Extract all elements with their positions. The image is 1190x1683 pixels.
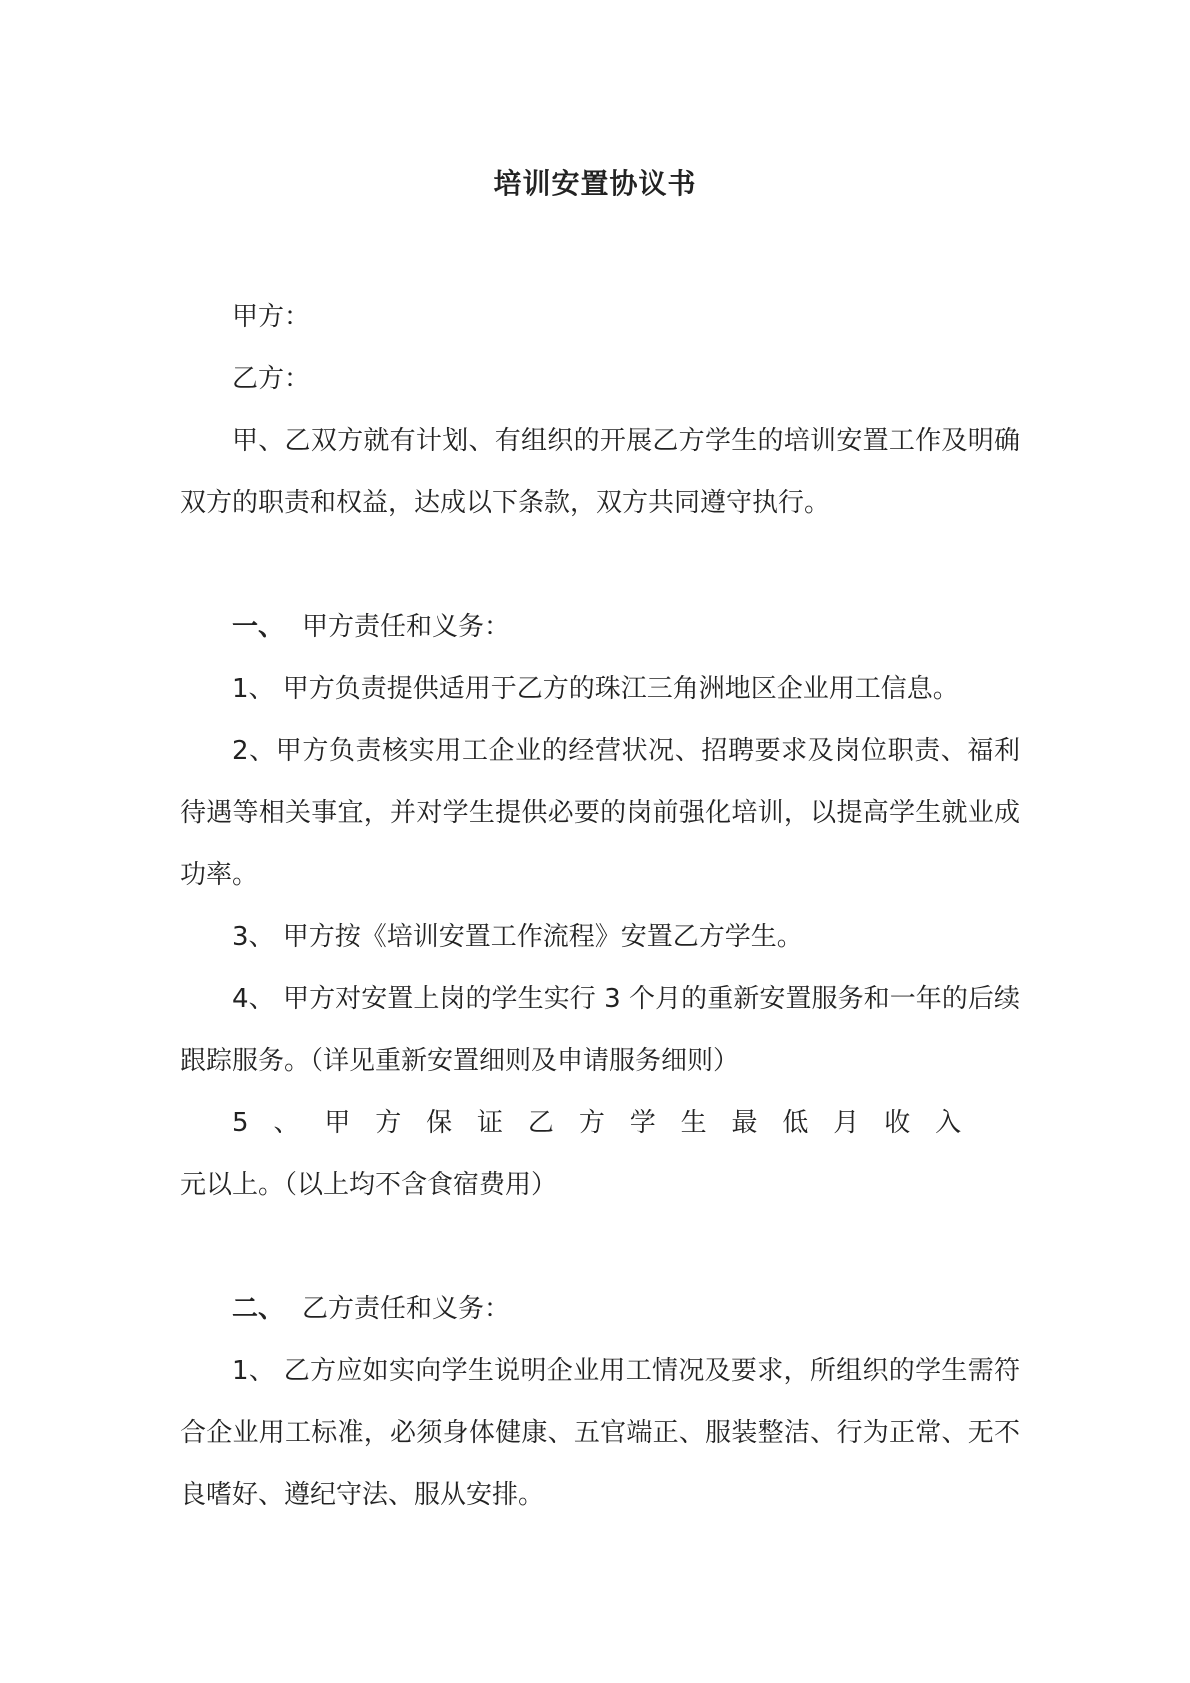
- item-5-text-before: 5、甲方保证乙方学生最低月收入: [232, 1108, 986, 1138]
- section-1-heading: [180, 596, 1020, 658]
- spacer: [180, 1216, 1020, 1278]
- section-1-item: 2、甲方负责核实用工企业的经营状况、招聘要求及岗位职责、福利待遇等相关事宜，并对学生提供必要的岗前强化培训，以提高学生就业成功率。: [180, 736, 1020, 890]
- section-1-item-5: [180, 1092, 1020, 1216]
- section-2-item: 1、 乙方应如实向学生说明企业用工情况及要求，所组织的学生需符合企业用工标准，必须身体健康、五官端正、服装整洁、行为正常、无不良嗜好、遵纪守法、服从安排。: [180, 1356, 1020, 1510]
- document-body: [180, 286, 1020, 1526]
- section-2-heading: [180, 1278, 1020, 1340]
- item-5-text-after: 元以上。（以上均不含食宿费用）: [180, 1170, 558, 1200]
- intro-paragraph: 甲、乙双方就有计划、有组织的开展乙方学生的培训安置工作及明确双方的职责和权益，达成以下条款，双方共同遵守执行。: [180, 426, 1020, 518]
- section-1-item: 4、 甲方对安置上岗的学生实行 3 个月的重新安置服务和一年的后续跟踪服务。（详见重新安置细则及申请服务细则）: [180, 984, 1020, 1076]
- section-1-item: 1、 甲方负责提供适用于乙方的珠江三角洲地区企业用工信息。: [232, 674, 959, 704]
- section-1-item: 3、 甲方按《培训安置工作流程》安置乙方学生。: [232, 922, 803, 952]
- section-1-title: 甲方责任和义务：: [302, 612, 511, 642]
- section-1-number: 一、: [232, 612, 285, 642]
- document-title: 培训安置协议书: [493, 167, 697, 200]
- section-2-number: 二、: [232, 1294, 285, 1324]
- party-a-line: 甲方：: [232, 302, 311, 332]
- section-2-title: 乙方责任和义务：: [302, 1294, 511, 1324]
- party-b-line: 乙方：: [232, 364, 311, 394]
- spacer: [180, 534, 1020, 596]
